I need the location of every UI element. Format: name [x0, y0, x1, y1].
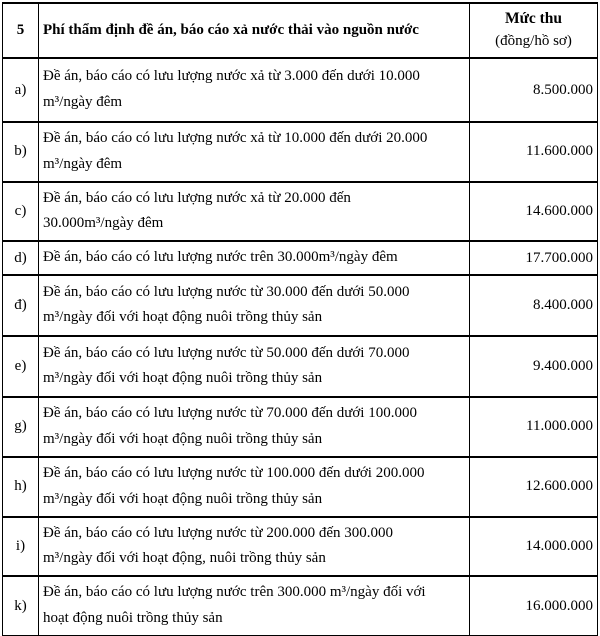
row-fee: 17.700.000 — [470, 241, 598, 275]
table-row — [3, 275, 598, 336]
row-fee: 8.400.000 — [470, 275, 598, 336]
table-row — [3, 122, 598, 182]
table-row — [3, 576, 598, 636]
table-row — [3, 457, 598, 517]
table-row — [3, 397, 598, 457]
row-label: d) — [3, 241, 39, 275]
row-description: Đề án, báo cáo có lưu lượng nước từ 30.000 đến dưới 50.000 m³/ngày đối với hoạt động nuôi trồng thủy sản — [39, 275, 470, 336]
fee-header-unit: (đồng/hồ sơ) — [495, 32, 572, 49]
row-description: Đề án, báo cáo có lưu lượng nước xả từ 3.000 đến dưới 10.000 m³/ngày đêm — [39, 58, 470, 122]
table-row — [3, 517, 598, 577]
row-label: a) — [3, 58, 39, 122]
row-fee: 8.500.000 — [470, 58, 598, 122]
row-label: i) — [3, 517, 39, 577]
row-label: e) — [3, 336, 39, 397]
row-fee: 11.000.000 — [470, 397, 598, 457]
row-description: Đề án, báo cáo có lưu lượng nước trên 30.000m³/ngày đêm — [39, 241, 470, 275]
table-title: Phí thẩm định đề án, báo cáo xả nước thải vào nguồn nước — [39, 3, 470, 58]
fee-header-title: Mức thu — [504, 10, 563, 28]
row-fee: 9.400.000 — [470, 336, 598, 397]
row-label: đ) — [3, 275, 39, 336]
table-header-row — [3, 3, 598, 58]
table-row — [3, 58, 598, 122]
row-description: Đề án, báo cáo có lưu lượng nước từ 100.000 đến dưới 200.000 m³/ngày đối với hoạt động nuôi trồng thủy sản — [39, 457, 470, 517]
row-fee: 14.600.000 — [470, 182, 598, 242]
row-label: h) — [3, 457, 39, 517]
section-number: 5 — [3, 3, 39, 58]
row-fee: 12.600.000 — [470, 457, 598, 517]
row-description: Đề án, báo cáo có lưu lượng nước xả từ 10.000 đến dưới 20.000 m³/ngày đêm — [39, 122, 470, 182]
row-fee: 14.000.000 — [470, 517, 598, 577]
row-description: Đề án, báo cáo có lưu lượng nước từ 70.000 đến dưới 100.000 m³/ngày đối với hoạt động nuôi trồng thủy sản — [39, 397, 470, 457]
table-row — [3, 336, 598, 397]
row-label: c) — [3, 182, 39, 242]
row-fee: 16.000.000 — [470, 576, 598, 636]
row-description: Đề án, báo cáo có lưu lượng nước từ 200.000 đến 300.000 m³/ngày đối với hoạt động, nuôi trồng thủy sản — [39, 517, 470, 577]
row-label: g) — [3, 397, 39, 457]
row-description: Đề án, báo cáo có lưu lượng nước từ 50.000 đến dưới 70.000 m³/ngày đối với hoạt động nuôi trồng thủy sản — [39, 336, 470, 397]
row-label: k) — [3, 576, 39, 636]
row-label: b) — [3, 122, 39, 182]
fee-schedule-table — [2, 2, 598, 636]
fee-column-header — [470, 3, 598, 58]
table-row — [3, 182, 598, 242]
table-row — [3, 241, 598, 275]
row-description: Đề án, báo cáo có lưu lượng nước xả từ 20.000 đến 30.000m³/ngày đêm — [39, 182, 470, 242]
row-description: Đề án, báo cáo có lưu lượng nước trên 300.000 m³/ngày đối với hoạt động nuôi trồng thủy sản — [39, 576, 470, 636]
row-fee: 11.600.000 — [470, 122, 598, 182]
